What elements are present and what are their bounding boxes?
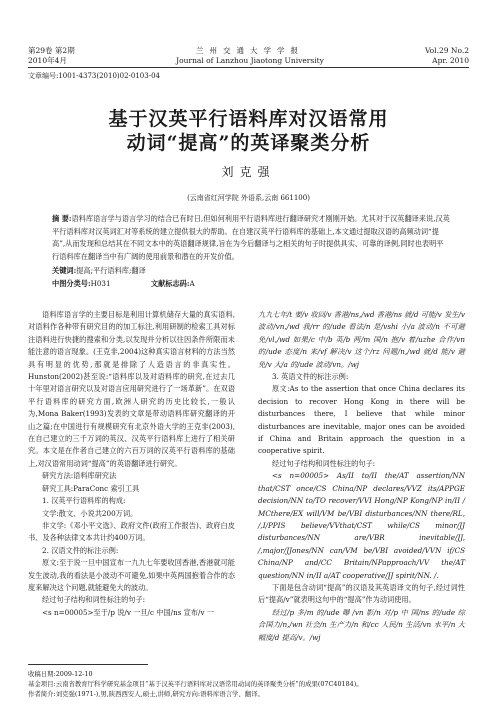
header-rule: [28, 67, 469, 68]
paragraph: 经过句子结构和词性标注的句子:: [42, 595, 146, 605]
paragraph: 经过/p 多/m 的/ude 曝 /vn 影/n 对/p 中 国/ns 的/ude 综合国力/n,/wn 社会/n 生产力/n 和/cc 人民/n 生活/vn 水平/n 大幅度/d 提高/v。/wj: [258, 607, 465, 642]
journal-name-cn: 兰州交通大学学报: [196, 46, 304, 55]
received-date: 收稿日期:2009-12-10: [28, 670, 93, 678]
keywords-label: 关键词:: [52, 266, 77, 275]
journal-name-en: Journal of Lanzhou Jiaotong University: [176, 56, 324, 65]
paragraph: 非文学:《邓小平文选》、政府文件(政府工作报告)、政府白皮书、及各种法律文本共计约400万词。: [28, 520, 235, 543]
paragraph: 研究工具:ParaConc 索引工具: [42, 483, 140, 493]
paragraph: 经过句子结构和词性标注的句子:: [272, 458, 376, 468]
doc-code: [151, 279, 195, 288]
paragraph: <s n=00005> As/II to/II the/AT assertion/NN that/CST once/CS China/NP declares/VVZ its/APPGE decision/NN to/TO recover/VVI Hong/NP Kong/NP in/II / MCthere/EX will/VM be/VBI disturbances/NN there/RL, /,I/PPIS believe/VVthat/CST while/CS minor/JJ disturbances/NN are/VBR inevitable/JJ, /,major/JJones/NN can/VM be/VBI avoided/VVN if/CS China/NP and/CC Britain/NPapproach/VV the/AT question/NN in/II a/AT cooperative/JJ spirit/NN. /.: [258, 471, 465, 580]
footnotes: [28, 669, 468, 699]
abstract-label: 摘 要:: [52, 214, 72, 223]
affiliation: (云南省红河学院 外语系,云南 661100): [187, 194, 310, 202]
paragraph: 1. 汉英平行语料库的构成:: [42, 496, 126, 506]
issue-info-en: [425, 46, 469, 66]
issue-date: 2010年4月: [28, 56, 67, 65]
title-line-1: 基于汉英平行语料库对汉语常用: [108, 108, 389, 130]
body-left-column: [28, 309, 235, 619]
cls-text: H031: [90, 279, 111, 288]
doc-label: 文献标志码:: [150, 279, 190, 288]
paragraph: 原文:至于说一旦中国宣布一九九七年要收回香港,香港就可能发生波动,我的看法是小波动不可避免,如果中英两国抱着合作的态度来解决这个问题,就能避免大的波动。: [28, 558, 235, 592]
title-line-2: 动词“提高”的英译聚类分析: [126, 132, 371, 154]
paragraph: 原文:As to the assertion that once China declares its decision to recover Hong Kong in there will be disturbances there, I believe that while minor disturbances are inevitable, major ones can be avoided if China and Britain approach the question in a cooperative spirit.: [258, 384, 465, 456]
paragraph: 下面是包含动词“提高”的汉语及其英语译文的句子,经过词性后“提高/v”就表明这句中的“提高”作为动词使用。: [258, 582, 465, 605]
body-right-column: [258, 309, 465, 644]
paragraph: 语料库语言学的主要目标是利用计算机储存大量的真实语料,对语料作各种带有研究目的的加工标注,利用研制的检索工具对标注语料进行快捷的搜索和分类,以发现并分析以往因条件所限而未能注意的语言现象。(王克非,2004)这种真实语言材料的方法当然具有明显的优势,那就是排除了人造语言的非真实性。Hunston(2002)甚至说:“语料库以及对语料库的研究,在过去几十年里对语言研究以及对语言应用研究进行了一场革新”。在双语平行语料库的研究方面,欧洲人研究的历史比较长,一般认为,Mona Baker(1993)发表的文章是带动语料库研究翻译的开山之篇;在中国进行有规模研究有北京外语大学的王克非(2003),在自己建立的三千万词的英汉、汉英平行语料库上进行了相关研究。本文是在作者自己建立的六百万词的汉英平行语料库的基础上,对汉语常用动词“提高”的英语翻译进行研究。: [28, 310, 235, 468]
author-bio: 作者简介:刘克强(1971-),男,陕西西安人,硕士,讲师,研究方向:语料库语言学、翻译。: [28, 690, 264, 698]
volume-issue: 第29卷 第2期: [28, 46, 75, 55]
paragraph: 3. 英语文件的标注示例:: [272, 372, 349, 382]
cls-label: 中图分类号:: [52, 279, 91, 288]
keywords: [52, 266, 146, 276]
volume-issue-en: Vol.29 No.2: [424, 46, 469, 55]
paragraph: 2. 汉语文件的标注示例:: [42, 545, 119, 555]
footnote-rule: [28, 664, 148, 665]
journal-name: [150, 46, 350, 66]
keywords-text: 提高;平行语料库;翻译: [76, 266, 146, 275]
author: 刘克强: [221, 165, 276, 179]
journal-header: [0, 0, 497, 65]
paragraph: 九九七年/t 要/v 收回/v 香港/ns,/wd 香港/ns 就/d 可能/v 发生/v 波动/vn,/wd 我/rr 的/ude 看法/n 是/vshi 小/a 波动/n 不可避免/vl,/wd 如果/c 中/b 英/b 两/m 国/n 抱/v 着/uzhe 合作/vn 的/ude 态度/n 来/vf 解决/v 这个/rz 问题/n,/wd 就/d 能/v 避免/v 大/a 的/ude 波动/vn。/wj: [258, 310, 465, 369]
abstract-text: 语料库语言学与语言学习的结合已有时日,但如何利用平行语料库进行翻译研究才刚刚开始。尤其对于汉英翻译来说,汉英平行语料库对汉英词汇对等系统的建立提供很大的帮助。在自建汉英平行语料库的基础上,本文通过提取汉语的高频动词“提高”,从而发现和总结其在不同文本中的英语翻译规律,旨在为今后翻译与之相关的句子时提供具实、可靠的译例,同时也表明平行语料库在翻译当中有广阔的使用前景和潜在的开发价值。: [52, 214, 450, 261]
abstract: [52, 213, 450, 263]
paragraph: 文学:散文、小说共200万词。: [42, 508, 138, 518]
fund-info: 基金项目:云南省教育厅科学研究基金项目“基于汉英平行语料库对汉语常用动词的英译聚类分析”的成果(07C40184)。: [28, 680, 363, 688]
issue-info: [28, 46, 75, 66]
doc-text: A: [189, 279, 195, 288]
issue-date-en: Apr. 2010: [432, 56, 469, 65]
paragraph: 研究方法:语料库研究法: [42, 471, 117, 481]
article-number: 文章编号:1001-4373(2010)02-0103-04: [28, 72, 160, 80]
classification: [52, 279, 195, 289]
paragraph: <s n=00005>至于/p 说/v 一旦/c 中国/ns 宣布/v 一: [42, 607, 215, 617]
